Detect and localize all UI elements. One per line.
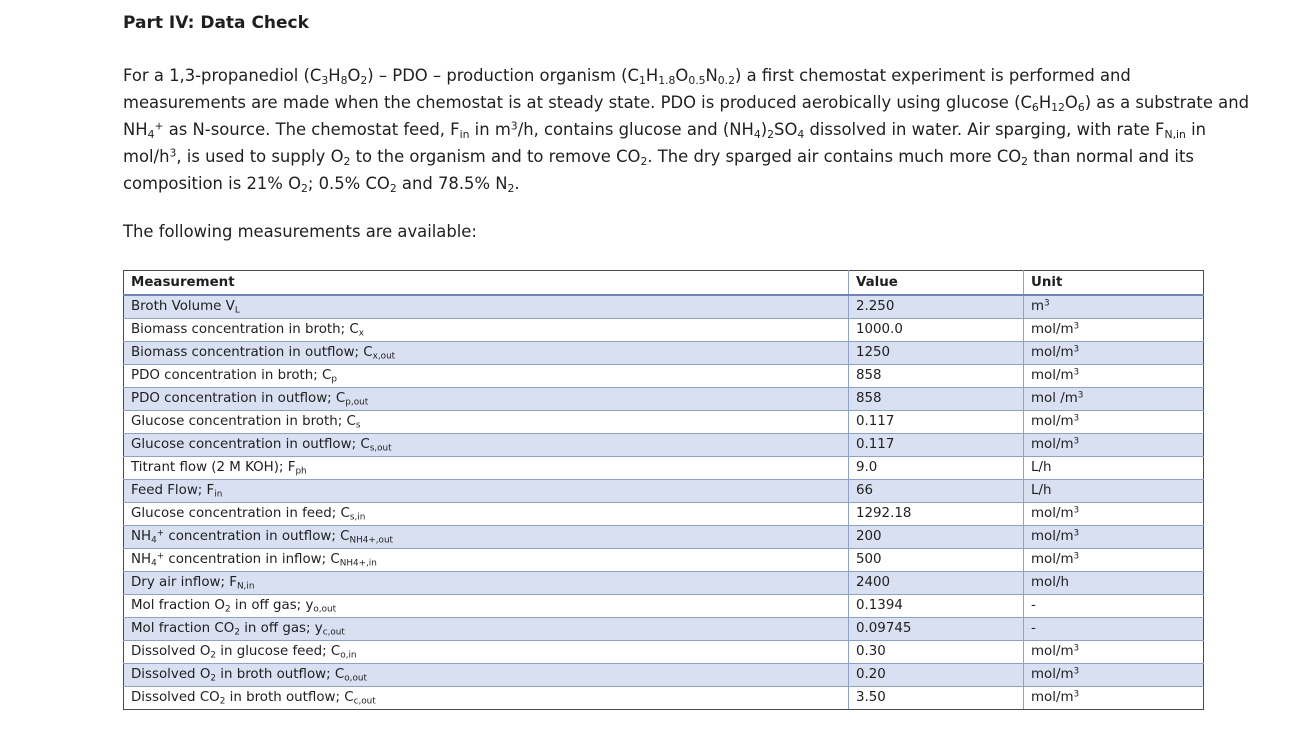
table-row — [124, 434, 1204, 457]
measurement-cell: Mol fraction $CO_2$ in off gas; $y_{c,out}$ — [124, 618, 849, 641]
value-cell: 0.1394 — [849, 595, 1024, 618]
unit-cell: mol/$m^3$ — [1024, 503, 1204, 526]
value-cell: 858 — [849, 365, 1024, 388]
value-cell: 0.20 — [849, 664, 1024, 687]
value-cell: 1000.0 — [849, 319, 1024, 342]
unit-cell: mol/h — [1024, 572, 1204, 595]
measurement-cell: Glucose concentration in outflow; $C_{s,out}$ — [124, 434, 849, 457]
table-header-row — [124, 271, 1204, 296]
unit-cell: mol/$m^3$ — [1024, 687, 1204, 710]
table-row — [124, 342, 1204, 365]
table-row — [124, 365, 1204, 388]
measurement-cell: $NH_4^+$ concentration in outflow; $C_{NH4+,out}$ — [124, 526, 849, 549]
value-column-header: Value — [849, 271, 1024, 296]
value-cell: 2400 — [849, 572, 1024, 595]
table-row — [124, 526, 1204, 549]
value-cell: 858 — [849, 388, 1024, 411]
value-cell: 9.0 — [849, 457, 1024, 480]
measurement-cell: Glucose concentration in broth; $C_s$ — [124, 411, 849, 434]
value-cell: 1250 — [849, 342, 1024, 365]
table-row — [124, 641, 1204, 664]
table-row — [124, 572, 1204, 595]
table-row — [124, 618, 1204, 641]
value-cell: 0.09745 — [849, 618, 1024, 641]
unit-cell: mol/$m^3$ — [1024, 342, 1204, 365]
measurement-cell: Biomass concentration in broth; $C_x$ — [124, 319, 849, 342]
measurement-cell: Dissolved $O_2$ in glucose feed; $C_{o,in}$ — [124, 641, 849, 664]
measurement-cell: Biomass concentration in outflow; $C_{x,out}$ — [124, 342, 849, 365]
unit-cell: mol/$m^3$ — [1024, 549, 1204, 572]
table-row — [124, 319, 1204, 342]
value-cell: 0.117 — [849, 434, 1024, 457]
intro-line: composition is 21% $O_2$; 0.5% $CO_2$ and 78.5% $N_2$. — [123, 174, 520, 196]
unit-cell: mol/$m^3$ — [1024, 641, 1204, 664]
table-row — [124, 687, 1204, 710]
unit-cell: - — [1024, 595, 1204, 618]
measurement-cell: Broth Volume $V_L$ — [124, 295, 849, 319]
measurement-cell: Glucose concentration in feed; $C_{s,in}$ — [124, 503, 849, 526]
measurement-column-header: Measurement — [124, 271, 849, 296]
unit-cell: - — [1024, 618, 1204, 641]
section-heading: Part IV: Data Check — [123, 13, 309, 33]
unit-cell: mol/$m^3$ — [1024, 319, 1204, 342]
table-row — [124, 664, 1204, 687]
value-cell: 0.117 — [849, 411, 1024, 434]
intro-paragraph — [123, 62, 1249, 197]
unit-cell: mol/$m^3$ — [1024, 434, 1204, 457]
table-row — [124, 503, 1204, 526]
table-row — [124, 295, 1204, 319]
unit-cell: L/h — [1024, 480, 1204, 503]
measurement-cell: Mol fraction $O_2$ in off gas; $y_{o,out}$ — [124, 595, 849, 618]
table-row — [124, 411, 1204, 434]
measurement-cell: Dissolved $CO_2$ in broth outflow; $C_{c,out}$ — [124, 687, 849, 710]
unit-cell: mol/$m^3$ — [1024, 664, 1204, 687]
unit-cell: L/h — [1024, 457, 1204, 480]
value-cell: 2.250 — [849, 295, 1024, 319]
intro-line: For a 1,3-propanediol $(C_3H_8O_2)$ – PDO – production organism $(C_1H_{1.8}O_{0.5}N_{0.2})$ a first chemostat experiment is performed and — [123, 66, 1131, 88]
value-cell: 200 — [849, 526, 1024, 549]
measurements-table-body — [124, 295, 1204, 710]
measurement-cell: Dissolved $O_2$ in broth outflow; $C_{o,out}$ — [124, 664, 849, 687]
value-cell: 1292.18 — [849, 503, 1024, 526]
value-cell: 66 — [849, 480, 1024, 503]
table-row — [124, 549, 1204, 572]
measurements-lead-text: The following measurements are available: — [123, 222, 477, 241]
value-cell: 0.30 — [849, 641, 1024, 664]
table-row — [124, 480, 1204, 503]
intro-line: measurements are made when the chemostat is at steady state. PDO is produced aerobically using glucose $(C_6H_{12}O_6)$ as a substrate and — [123, 93, 1249, 115]
measurement-cell: Dry air inflow; $F_{N,in}$ — [124, 572, 849, 595]
unit-cell: mol $/m^3$ — [1024, 388, 1204, 411]
table-row — [124, 388, 1204, 411]
intro-line: mol/$h^3$, is used to supply $O_2$ to the organism and to remove $CO_2$. The dry sparged air contains much more $CO_2$ than normal and its — [123, 146, 1194, 169]
unit-cell: mol/$m^3$ — [1024, 526, 1204, 549]
measurement-cell: PDO concentration in broth; $C_p$ — [124, 365, 849, 388]
measurement-cell: Titrant flow (2 M KOH); $F_{ph}$ — [124, 457, 849, 480]
measurement-cell: $NH_4^+$ concentration in inflow; $C_{NH4+,in}$ — [124, 549, 849, 572]
table-row — [124, 595, 1204, 618]
measurements-table — [123, 270, 1204, 710]
value-cell: 500 — [849, 549, 1024, 572]
unit-column-header: Unit — [1024, 271, 1204, 296]
measurement-cell: Feed Flow; $F_{in}$ — [124, 480, 849, 503]
measurement-cell: PDO concentration in outflow; $C_{p,out}$ — [124, 388, 849, 411]
unit-cell: mol/$m^3$ — [1024, 365, 1204, 388]
value-cell: 3.50 — [849, 687, 1024, 710]
table-row — [124, 457, 1204, 480]
unit-cell: mol/$m^3$ — [1024, 411, 1204, 434]
intro-line: $NH_4^+$ as N-source. The chemostat feed, $F_{in}$ in $m^3/h$, contains glucose and $(NH_4)_2SO_4$ dissolved in water. Air sparging, with rate $F_{N,in}$ in — [123, 119, 1207, 142]
unit-cell: $m^3$ — [1024, 295, 1204, 319]
